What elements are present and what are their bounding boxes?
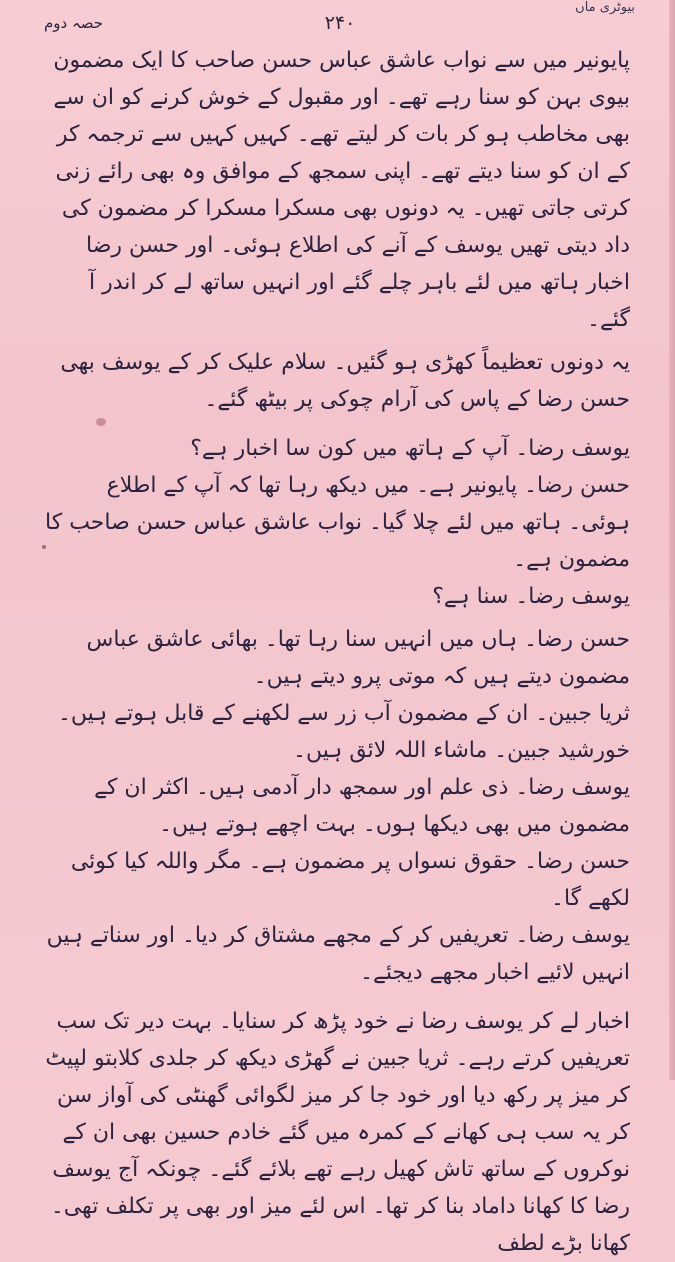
dialogue-line: یوسف رضا۔ آپ کے ہاتھ میں کون سا اخبار ہے؟ — [190, 436, 630, 461]
dialogue-line: یوسف رضا۔ تعریفیں کر کے مجھے مشتاق کر دیا۔ اور سناتے ہیں انہیں لائیے اخبار مجھے دیجئے۔ — [46, 923, 630, 985]
section-label: حصہ دوم — [44, 14, 104, 32]
dialogue-line: یوسف رضا۔ سنا ہے؟ — [432, 584, 630, 609]
paragraph-opening: پایونیر میں سے نواب عاشق عباس حسن صاحب کا ایک مضمون بیوی بہن کو سنا رہے تھے۔ اور مقبول کے خوش کرنے کو ان سے بھی مخاطب ہو کر بات کر لیتے تھے۔ کہیں کہیں سے ترجمہ کر کے ان کو سنا دیتے تھے۔ اپنی سمجھ کے موافق وہ بھی رائے زنی کرتی جاتی تھیں۔ یہ دونوں بھی مسکرا مسکرا کر مضمون کی داد دیتی تھیں یوسف کے آنے کی اطلاع ہوئی۔ اور حسن رضا اخبار ہاتھ میں لئے باہر چلے گئے اور انہیں ساتھ لے کر اندر آ گئے۔ — [53, 48, 630, 332]
running-head: بیوٹری ماں — [575, 0, 635, 15]
page-header — [0, 0, 675, 40]
paragraph-greeting: یہ دونوں تعظیماً کھڑی ہو گئیں۔ سلام علیک کر کے یوسف بھی حسن رضا کے پاس کی آرام چوکی پر بیٹھ گئے۔ — [60, 350, 630, 412]
dialogue-line: حسن رضا۔ ہاں میں انہیں سنا رہا تھا۔ بھائی عاشق عباس مضمون دیتے ہیں کہ موتی پرو دیتے ہیں۔ — [86, 627, 630, 689]
dialogue-line: خورشید جبین۔ ماشاء اللہ لائق ہیں۔ — [293, 738, 630, 763]
dialogue-line: ثریا جبین۔ ان کے مضمون آب زر سے لکھنے کے قابل ہوتے ہیں۔ — [58, 701, 630, 726]
dialogue-line: حسن رضا۔ پایونیر ہے۔ میں دیکھ رہا تھا کہ آپ کے اطلاع ہوئی۔ ہاتھ میں لئے چلا گیا۔ نواب عاشق عباس حسن صاحب کا مضمون ہے۔ — [45, 473, 630, 572]
body-text — [40, 42, 630, 1262]
dialogue-line: یوسف رضا۔ ذی علم اور سمجھ دار آدمی ہیں۔ اکثر ان کے مضمون میں بھی دیکھا ہوں۔ بہت اچھے ہوتے ہیں۔ — [94, 775, 630, 837]
dialogue-line: حسن رضا۔ حقوق نسواں پر مضمون ہے۔ مگر واللہ کیا کوئی لکھے گا۔ — [70, 849, 630, 911]
page-edge — [669, 0, 675, 1080]
page-number: ۲۴۰ — [324, 12, 356, 34]
paragraph-dinner: اخبار لے کر یوسف رضا نے خود پڑھ کر سنایا۔ بہت دیر تک سب تعریفیں کرتے رہے۔ ثریا جبین نے گھڑی دیکھ کر جلدی کلابتو لپیٹ کر میز پر رکھ دیا اور خود جا کر میز لگوائی گھنٹی کی آواز سن کر یہ سب ہی کھانے کے کمرہ میں گئے خادم حسین بھی ان کے نوکروں کے ساتھ تاش کھیل رہے تھے بلائے گئے۔ چونکہ آج یوسف رضا کا کھانا داماد بنا کر تھا۔ اس لئے میز اور بھی پر تکلف تھی۔ کھانا بڑے لطف — [45, 1009, 630, 1256]
